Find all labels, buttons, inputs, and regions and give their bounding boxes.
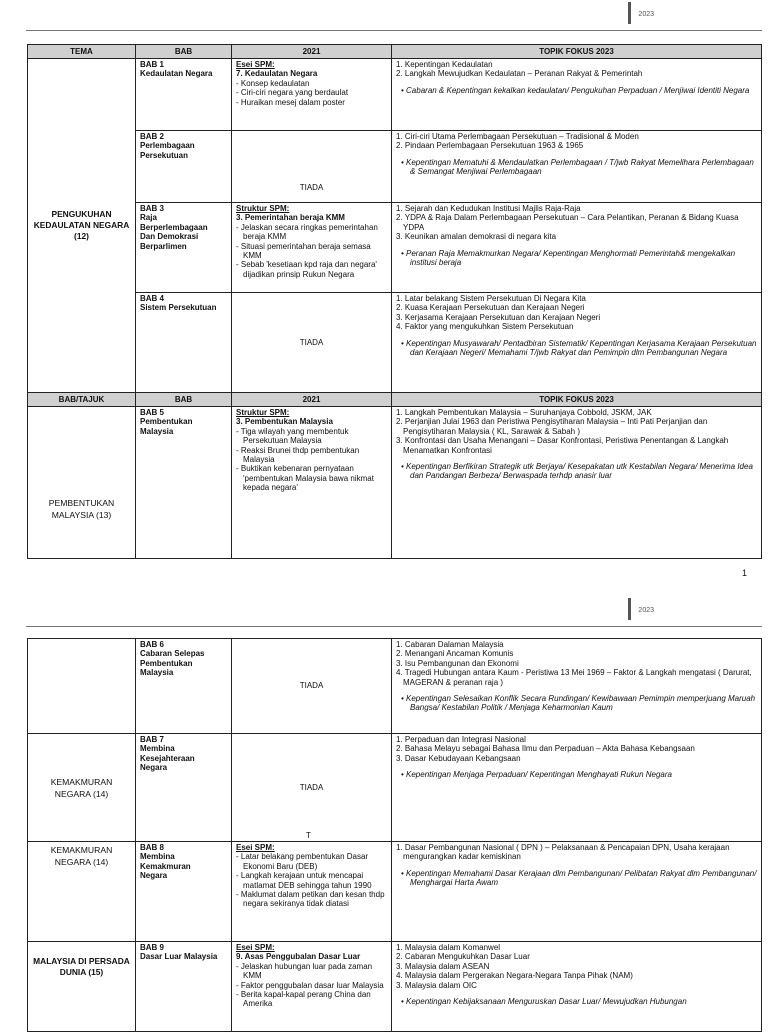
table-row-bab5 <box>28 407 762 559</box>
bab-title: Berparlimen <box>140 241 187 251</box>
exam-question: 7. Kedaulatan Negara <box>236 69 318 79</box>
bab-title: Kemakmuran <box>140 861 191 871</box>
topics-cell <box>392 639 762 734</box>
topic-item: 1. Sejarah dan Kedudukan Institusi Majlis Raja-Raja <box>396 204 581 213</box>
topic-item: 1. Ciri-ciri Utama Perlembagaan Persekutuan – Tradisional & Moden <box>396 132 639 141</box>
exam-question: 3. Pembentukan Malaysia <box>236 417 333 427</box>
exam-item: - Faktor penggubalan dasar luar Malaysia <box>236 980 384 990</box>
table-header-row <box>28 393 762 407</box>
bab-title: Pembentukan <box>140 417 193 427</box>
bab-title: Malaysia <box>140 668 174 678</box>
bab-number: BAB 5 <box>140 408 165 417</box>
table-row-bab1 <box>28 59 762 131</box>
bab-cell <box>136 203 232 293</box>
bab-cell <box>136 59 232 131</box>
bab-title: Negara <box>140 763 168 773</box>
bab-cell <box>136 639 232 734</box>
syllabus-table-page2 <box>27 638 762 1032</box>
bab-number: BAB 3 <box>140 204 165 213</box>
bab-number: BAB 2 <box>140 132 165 141</box>
topics-cell <box>392 59 762 131</box>
theme-cell: PENGUKUHAN KEDAULATAN NEGARA (12) <box>28 59 136 393</box>
page-header <box>26 0 762 31</box>
exam-type: Esei SPM: <box>236 843 275 852</box>
header-2021: 2021 <box>232 45 392 59</box>
exam-question: 9. Asas Penggubalan Dasar Luar <box>236 952 361 962</box>
exam-item: - Tiga wilayah yang membentuk Persekutuan Malaysia <box>236 426 349 446</box>
exam-type: Esei SPM: <box>236 943 275 952</box>
exam-item: - Maklumat dalam petikan dan kesan thdp negara sekiranya tidak diatasi <box>236 890 385 909</box>
page-number: 1 <box>741 568 747 578</box>
bab-title: Pembentukan <box>140 658 193 668</box>
bab-title: Membina <box>140 744 175 754</box>
exam-item: - Langkah kerajaan untuk mencapai matlamat DEB sehingga tahun 1990 <box>236 871 372 890</box>
bab-title: Negara <box>140 871 168 881</box>
theme-cell: KEMAKMURAN NEGARA (14) <box>28 734 136 842</box>
exam-type: Struktur SPM: <box>236 204 290 213</box>
focus-bullet: • Kepentingan Memahami Dasar Kerajaan dlm Pembangunan/ Pelibatan Rakyat dlm Pembangunan/ Menghargai Harta Awam <box>401 868 757 888</box>
topic-item: 3. Malaysia dalam OIC <box>396 980 477 990</box>
bab-title: Kedaulatan Negara <box>140 69 213 79</box>
table-row-bab9 <box>28 942 762 1032</box>
topic-item: 2. Cabaran Mengukuhkan Dasar Luar <box>396 952 530 962</box>
bab-cell <box>136 131 232 203</box>
bab-cell <box>136 942 232 1032</box>
bab-number: BAB 7 <box>140 735 165 744</box>
year-mark: 2023 <box>628 598 654 620</box>
topics-cell <box>392 942 762 1032</box>
y2021-cell <box>232 942 392 1032</box>
bab-title: Membina <box>140 852 175 862</box>
focus-bullet: • Kepentingan Mematuhi & Mendaulatkan Perlembagaan / T/jwb Rakyat Memelihara Perlembagaan & Semangat Menjiwai Perlembagaan <box>401 157 754 177</box>
table-row-bab4 <box>28 293 762 393</box>
exam-item: - Latar belakang pembentukan Dasar Ekonomi Baru (DEB) <box>236 852 369 871</box>
exam-item: - Jelaskan secara ringkas pemerintahan beraja KMM <box>236 222 378 242</box>
table-row-bab6 <box>28 639 762 734</box>
exam-question: 3. Pemerintahan beraja KMM <box>236 213 345 223</box>
bab-title: Berperlembagaan <box>140 222 208 232</box>
theme-cell <box>28 639 136 734</box>
syllabus-table-page1 <box>27 44 762 559</box>
table-row-bab8 <box>28 842 762 942</box>
theme-cell: PEMBENTUKAN MALAYSIA (13) <box>28 407 136 559</box>
y2021-cell: TIADA <box>232 639 392 734</box>
header-bab: BAB <box>136 393 232 407</box>
topic-item: 4. Malaysia dalam Pergerakan Negara-Negara Tanpa Pihak (NAM) <box>396 971 633 981</box>
exam-item: - Huraikan mesej dalam poster <box>236 97 345 107</box>
table-row-bab2 <box>28 131 762 203</box>
table-row-bab3 <box>28 203 762 293</box>
bab-number: BAB 9 <box>140 943 165 952</box>
exam-item: - Konsep kedaulatan <box>236 78 310 88</box>
topics-cell <box>392 203 762 293</box>
tiada-label: TIADA <box>299 782 324 792</box>
bab-number: BAB 4 <box>140 294 165 303</box>
focus-bullet: • Cabaran & Kepentingan kekalkan kedaulatan/ Pengukuhan Perpaduan / Menjiwai Identiti Negara <box>401 85 750 95</box>
y2021-cell <box>232 734 392 842</box>
exam-item: - Ciri-ciri negara yang berdaulat <box>236 88 349 98</box>
theme-cell: MALAYSIA DI PERSADA DUNIA (15) <box>28 942 136 1032</box>
bab-cell <box>136 842 232 942</box>
topic-item: 4. Tragedi Hubungan antara Kaum - Peristiwa 13 Mei 1969 – Faktor & Langkah mengatasi ( Darurat, MAGERAN & peranan raja ) <box>396 668 752 687</box>
bab-number: BAB 1 <box>140 60 165 69</box>
header-tema: TEMA <box>28 45 136 59</box>
bab-title: Raja <box>140 213 157 223</box>
bab-title: Sistem Persekutuan <box>140 303 217 313</box>
bab-number: BAB 6 <box>140 640 165 649</box>
bab-cell <box>136 734 232 842</box>
y2021-cell: TIADA <box>232 131 392 203</box>
y2021-cell <box>232 842 392 942</box>
table-row-bab7 <box>28 734 762 842</box>
topic-item: 1. Dasar Pembangunan Nasional ( DPN ) – Pelaksanaan & Pencapaian DPN, Usaha kerajaan mengurangkan kadar kemiskinan <box>396 843 730 862</box>
bab-title: Persekutuan <box>140 150 189 160</box>
topic-item: 3. Keunikan amalan demokrasi di negara kita <box>396 232 557 242</box>
topic-item: 3. Konfrontasi dan Usaha Menangani – Dasar Konfrontasi, Peristiwa Penentangan & Langkah Menamatkan Konfrontasi <box>396 436 729 455</box>
topic-item: 3. Dasar Kebudayaan Kebangsaan <box>396 753 521 763</box>
topics-cell <box>392 842 762 942</box>
bab-title: Perlembagaan <box>140 141 195 151</box>
y2021-cell: TIADA <box>232 293 392 393</box>
focus-bullet: • Peranan Raja Memakmurkan Negara/ Kepentingan Menghormati Pemerintah& mengekalkan institusi beraja <box>401 248 736 268</box>
exam-type: Esei SPM: <box>236 60 275 69</box>
bab-cell <box>136 407 232 559</box>
focus-bullet: • Kepentingan Musyawarah/ Pentadbiran Sistematik/ Kepentingan Kerjasama Kerajaan Persekutuan dan Kerajaan Negeri/ Memahami T/jwb Rakyat dan Pemimpin dlm Pembangunan Negara <box>401 338 757 358</box>
year-mark: 2023 <box>628 2 654 24</box>
stray-mark: T <box>306 830 311 840</box>
bab-title: Cabaran Selepas <box>140 649 205 659</box>
exam-item: - Reaksi Brunei thdp pembentukan Malaysia <box>236 445 360 465</box>
topic-item: 2. Menangani Ancaman Komunis <box>396 649 514 659</box>
topics-cell <box>392 293 762 393</box>
topic-item: 2. Langkah Mewujudkan Kedaulatan – Peranan Rakyat & Pemerintah <box>396 69 643 79</box>
focus-bullet: • Kepentingan Berfikiran Strategik utk Berjaya/ Kesepakatan utk Kestabilan Negara/ Menerima Idea dan Pandangan Berbeza/ Berwaspada terhdp anasir luar <box>401 462 753 481</box>
page-header <box>26 596 762 627</box>
topic-item: 1. Latar belakang Sistem Persekutuan Di Negara Kita <box>396 294 586 303</box>
exam-item: - Sebab 'kesetiaan kpd raja dan negara' dijadikan prinsip Rukun Negara <box>236 260 377 279</box>
focus-bullet: • Kepentingan Menjaga Perpaduan/ Kepentingan Menghayati Rukun Negara <box>401 770 672 780</box>
topics-cell <box>392 407 762 559</box>
topic-item: 1. Perpaduan dan Integrasi Nasional <box>396 735 526 744</box>
theme-cell: KEMAKMURAN NEGARA (14) <box>28 842 136 942</box>
topics-cell <box>392 734 762 842</box>
exam-item: - Situasi pemerintahan beraja semasa KMM <box>236 241 371 261</box>
topic-item: 2. Pindaan Perlembagaan Persekutuan 1963 & 1965 <box>396 141 584 151</box>
bab-title: Dasar Luar Malaysia <box>140 952 218 962</box>
exam-item: - Buktikan kebenaran pernyataan 'pembentukan Malaysia bawa nikmat kepada negara' <box>236 464 374 493</box>
table-header-row <box>28 45 762 59</box>
topics-cell <box>392 131 762 203</box>
header-2021: 2021 <box>232 393 392 407</box>
header-topik: TOPIK FOKUS 2023 <box>392 393 762 407</box>
exam-type: Struktur SPM: <box>236 408 290 417</box>
topic-item: 3. Kerjasama Kerajaan Persekutuan dan Kerajaan Negeri <box>396 312 601 322</box>
header-bab: BAB <box>136 45 232 59</box>
bab-title: Kesejahteraan <box>140 753 195 763</box>
topic-item: 3. Isu Pembangunan dan Ekonomi <box>396 658 519 668</box>
header-topik: TOPIK FOKUS 2023 <box>392 45 762 59</box>
y2021-cell <box>232 407 392 559</box>
header-bab-tajuk: BAB/TAJUK <box>28 393 136 407</box>
topic-item: 1. Kepentingan Kedaulatan <box>396 60 493 69</box>
topic-item: 2. Kuasa Kerajaan Persekutuan dan Kerajaan Negeri <box>396 303 585 313</box>
topic-item: 3. Malaysia dalam ASEAN <box>396 961 490 971</box>
bab-title: Dan Demokrasi <box>140 232 199 242</box>
focus-bullet: • Kepentingan Kebijaksanaan Menguruskan Dasar Luar/ Mewujudkan Hubungan <box>401 997 687 1007</box>
topic-item: 1. Cabaran Dalaman Malaysia <box>396 640 504 649</box>
bab-title: Malaysia <box>140 426 174 436</box>
exam-item: - Jelaskan hubungan luar pada zaman KMM <box>236 961 373 981</box>
topic-item: 2. Perjanjian Julai 1963 dan Peristiwa Pengisytiharan Malaysia – Inti Pati Perjanjian dan Pengisytiharan Malaysia ( KL, Sarawak & Sabah ) <box>396 417 708 436</box>
y2021-cell <box>232 203 392 293</box>
exam-item: - Berita kapal-kapal perang China dan Amerika <box>236 990 371 1009</box>
bab-number: BAB 8 <box>140 843 165 852</box>
topic-item: 1. Langkah Pembentukan Malaysia – Suruhanjaya Cobbold, JSKM, JAK <box>396 408 652 417</box>
bab-cell <box>136 293 232 393</box>
topic-item: 2. Bahasa Melayu sebagai Bahasa Ilmu dan Perpaduan – Akta Bahasa Kebangsaan <box>396 744 695 754</box>
topic-item: 4. Faktor yang mengukuhkan Sistem Persekutuan <box>396 322 574 332</box>
topic-item: 2. YDPA & Raja Dalam Perlembagaan Persekutuan – Cara Pelantikan, Peranan & Bidang Kuasa YDPA <box>396 213 739 232</box>
topic-item: 1. Malaysia dalam Komanwel <box>396 943 501 952</box>
focus-bullet: • Kepentingan Selesaikan Konflik Secara Rundingan/ Kewibawaan Pemimpin memperjuang Maruah Bangsa/ Kestabilan Politik / Menjaga Keharmonian Kaum <box>401 694 756 713</box>
y2021-cell <box>232 59 392 131</box>
